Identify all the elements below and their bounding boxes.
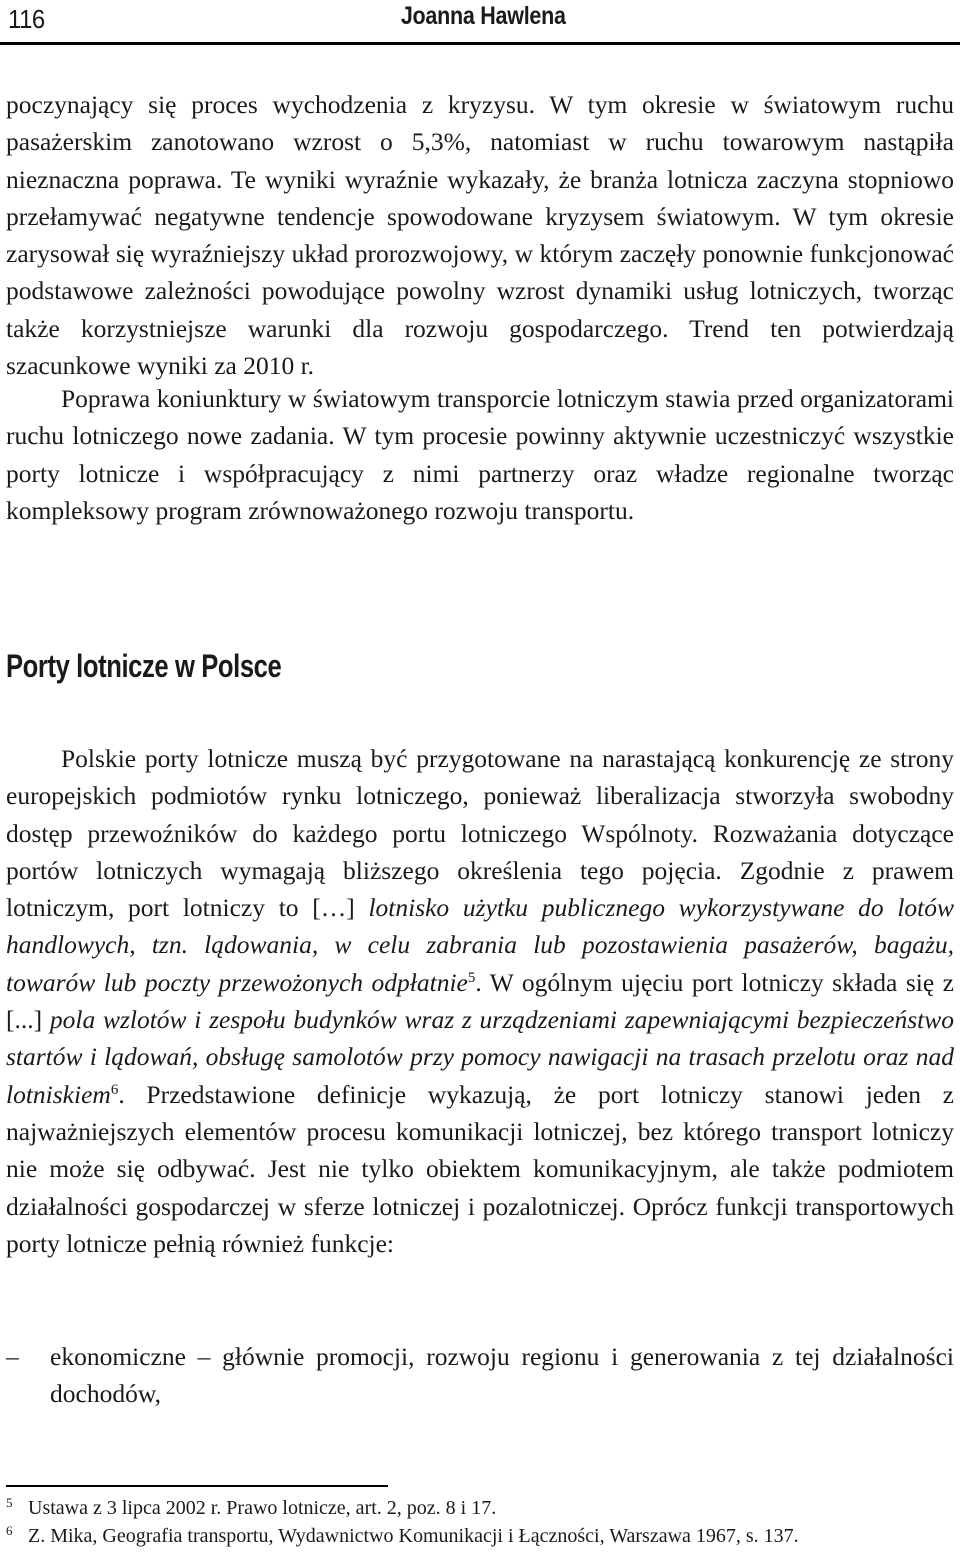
paragraph-segment: . Przedstawione definicje wykazują, że port lotniczy stanowi jeden z najważniejszych elementów procesu komunikacji lotniczej, bez którego transport lotniczy nie może się odbywać. Jest nie tylko obiektem komunikacyjnym, ale także podmiotem działalności gospodarczej w sferze lotniczej i pozalotniczej. Oprócz funkcji transportowych porty lotnicze pełnią również funkcje: (6, 1079, 954, 1258)
footnote-ref: 5 (467, 969, 476, 986)
page-number: 116 (8, 4, 45, 34)
paragraph-segment: . W ogólnym ujęciu port lotniczy składa się z [...] (6, 967, 954, 1035)
body-paragraph-1 (6, 86, 954, 384)
footnote-number: 6 (6, 1523, 13, 1538)
footnote (6, 1494, 954, 1522)
page-header (0, 0, 960, 44)
paragraph-segment: Polskie porty lotnicze muszą być przygotowane na narastającą konkurencję ze strony europejskich podmiotów rynku lotniczego, ponieważ liberalizacja stworzyła swobodny dostęp przewoźników do każdego portu lotniczego Wspólnoty. Rozważania dotyczące portów lotniczych wymagają bliższego określenia tego pojęcia. Zgodnie z prawem lotniczym, port lotniczy to […] (6, 744, 954, 923)
footnotes (6, 1494, 954, 1550)
paragraph-text: Poprawa koniunktury w światowym transporcie lotniczym stawia przed organizatorami ruchu lotniczego nowe zadania. W tym procesie powinny aktywnie uczestniczyć wszystkie porty lotnicze i współpracujący z nimi partnerzy oraz władze regionalne tworząc kompleksowy program zrównoważonego rozwoju transportu. (6, 384, 954, 525)
footnote-ref: 6 (110, 1081, 119, 1098)
list-dash: – (6, 1342, 19, 1371)
footnote-number: 5 (6, 1495, 13, 1510)
body-paragraph-2 (6, 380, 954, 529)
paragraph-text: poczynający się proces wychodzenia z kryzysu. W tym okresie w światowym ruchu pasażerskim zanotowano wzrost o 5,3%, natomiast w ruchu towarowym nastąpiła nieznaczna poprawa. Te wyniki wyraźnie wykazały, że branża lotnicza zaczyna stopniowo przełamywać negatywne tendencje spowodowane kryzysem światowym. W tym okresie zarysował się wyraźniejszy układ prorozwojowy, w którym zaczęły ponownie funkcjonować podstawowe zależności powodujące powolny wzrost dynamiki usług lotniczych, tworząc także korzystniejsze warunki dla rozwoju gospodarczego. Trend ten potwierdzają szacunkowe wyniki za 2010 r. (6, 90, 954, 381)
list-item (6, 1338, 954, 1413)
header-rule (0, 42, 960, 45)
section-heading: Porty lotnicze w Polsce (6, 648, 282, 684)
footnote (6, 1522, 954, 1550)
definition-quote: pola wzlotów i zespołu budynków wraz z urządzeniami zapewniającymi bezpieczeństwo startów i lądowań, obsługę samolotów przy pomocy nawigacji na trasach przelotu oraz nad lotniskiem (6, 1005, 954, 1109)
running-head-author: Joanna Hawlena (401, 2, 566, 30)
footnote-text: Z. Mika, Geografia transportu, Wydawnictwo Komunikacji i Łączności, Warszawa 1967, s. 137. (28, 1525, 799, 1547)
body-paragraph-3 (6, 740, 954, 1262)
list-item-text: ekonomiczne – głównie promocji, rozwoju regionu i generowania z tej działalności dochodów, (50, 1342, 954, 1409)
paragraph-text (6, 740, 954, 1262)
functions-list (6, 1338, 954, 1413)
footnote-text: Ustawa z 3 lipca 2002 r. Prawo lotnicze, art. 2, poz. 8 i 17. (28, 1497, 497, 1519)
legal-definition-quote: lotnisko użytku publicznego wykorzystywane do lotów handlowych, tzn. lądowania, w celu zabrania lub pozostawienia pasażerów, bagażu, towarów lub poczty przewożonych odpłatnie (6, 893, 954, 997)
footnote-separator (6, 1485, 388, 1487)
